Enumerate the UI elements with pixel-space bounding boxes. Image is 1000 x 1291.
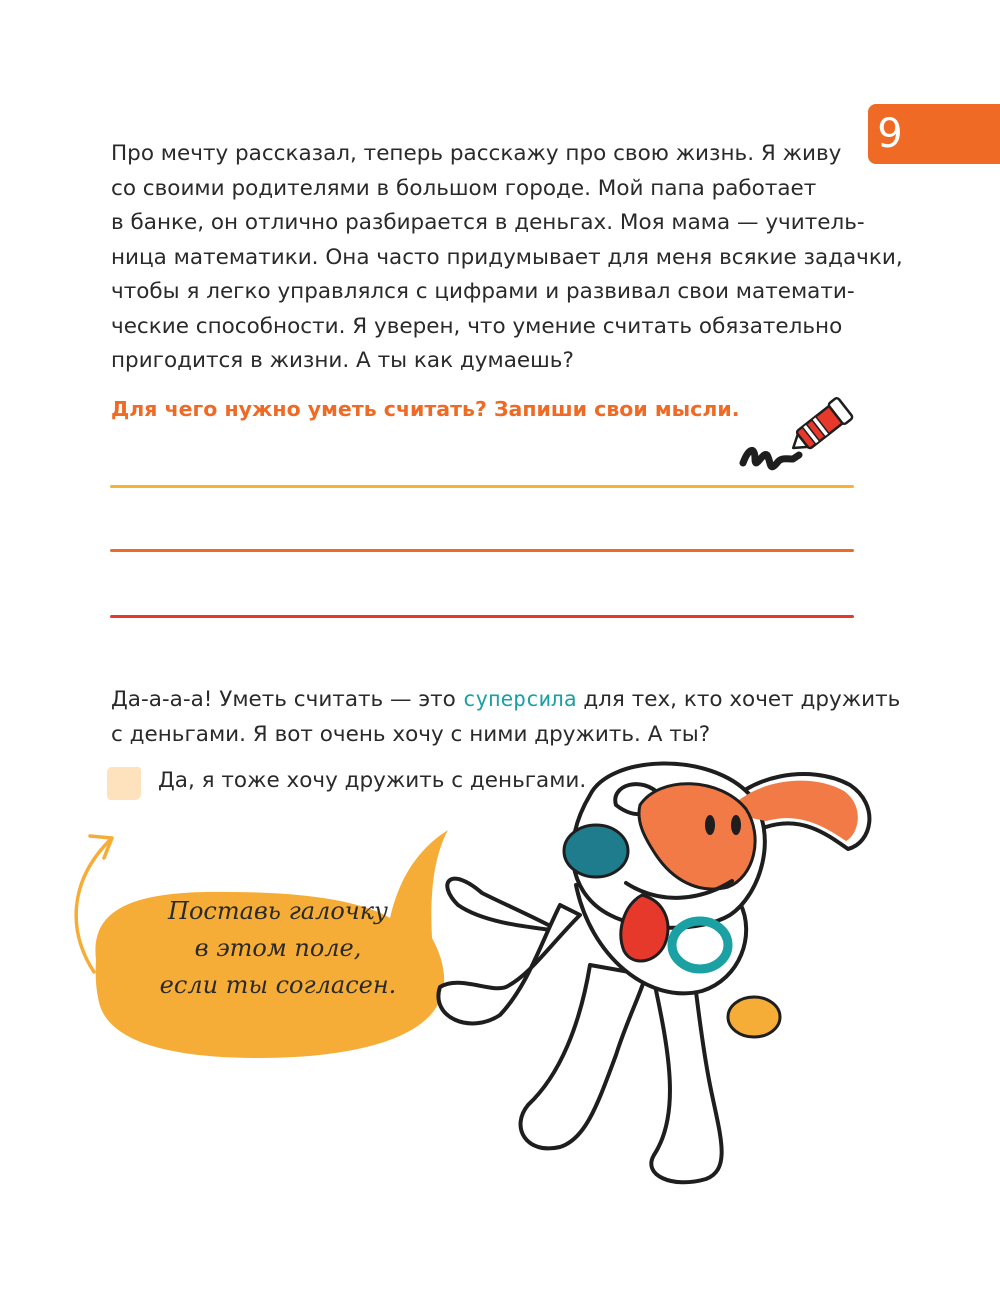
- intro-line: ница математики. Она часто придумывает для меня всякие задачки,: [111, 244, 903, 270]
- page-number: 9: [877, 111, 903, 157]
- intro-line: со своими родителями в большом городе. Мой папа работает: [111, 175, 817, 201]
- bubble-line: в этом поле,: [194, 934, 362, 962]
- writing-line-3[interactable]: [110, 615, 854, 618]
- dog-nose: [564, 825, 628, 877]
- agree-checkbox-label: Да, я тоже хочу дружить с деньгами.: [158, 768, 587, 793]
- text-after: для тех, кто хочет дружить: [576, 687, 901, 712]
- agree-checkbox[interactable]: [107, 767, 141, 800]
- task-prompt: Для чего нужно уметь считать? Запиши свои мысли.: [111, 397, 740, 421]
- text-before: Да-а-а-а! Уметь считать — это: [111, 687, 463, 712]
- dog-coin: [728, 997, 780, 1037]
- superpower-paragraph: [111, 682, 901, 752]
- dog-hind-leg: [521, 965, 646, 1148]
- bubble-line: Поставь галочку: [168, 897, 388, 925]
- marker-pen-icon: [735, 385, 855, 485]
- page-number-tab: [868, 104, 1000, 164]
- superpower-highlight: суперсила: [462, 687, 577, 711]
- dog-illustration: [410, 755, 890, 1195]
- intro-line: Про мечту рассказал, теперь расскажу про свою жизнь. Я живу: [111, 141, 842, 166]
- intro-line: ческие способности. Я уверен, что умение считать обязательно: [111, 313, 843, 339]
- intro-line: пригодится в жизни. А ты как думаешь?: [111, 348, 574, 373]
- intro-line: в банке, он отлично разбирается в деньгах. Моя мама — учитель-: [111, 210, 865, 235]
- writing-line-2[interactable]: [110, 549, 854, 552]
- dog-front-leg: [651, 977, 721, 1182]
- intro-paragraph: [111, 137, 903, 379]
- superpower-line-2: с деньгами. Я вот очень хочу с ними дружить. А ты?: [111, 721, 711, 747]
- dog-eye-right: [731, 815, 741, 835]
- bubble-text: [118, 893, 438, 1004]
- writing-line-1[interactable]: [110, 485, 854, 488]
- bubble-line: если ты согласен.: [159, 971, 397, 999]
- superpower-line-1: [111, 682, 901, 718]
- dog-eye-left: [705, 815, 715, 835]
- intro-line: чтобы я легко управлялся с цифрами и развивал свои математи-: [111, 279, 855, 304]
- dog-tail: [447, 879, 560, 931]
